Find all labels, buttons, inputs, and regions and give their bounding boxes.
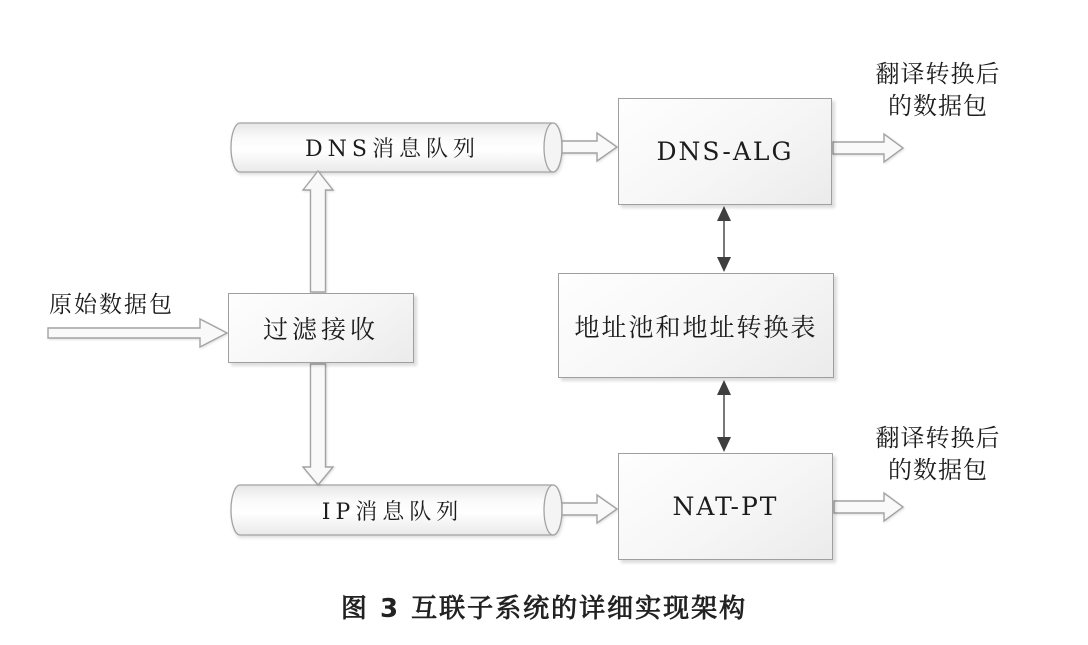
arrow-dns-alg-address-table (717, 206, 731, 272)
arrow-ip-queue-to-nat-pt (562, 495, 617, 523)
ip-queue-label: IP消息队列 (321, 499, 464, 525)
node-dns-alg-label: DNS-ALG (656, 137, 794, 166)
output-packet-label-bottom (853, 422, 1023, 486)
arrow-filter-to-ip-queue (303, 364, 333, 485)
node-nat-pt (618, 453, 833, 560)
node-filter-receive (228, 293, 414, 363)
node-address-table (558, 273, 834, 378)
node-dns-alg (618, 98, 832, 205)
arrow-input-packet (48, 319, 227, 347)
figure-caption: 图 3 互联子系统的详细实现架构 (340, 594, 748, 624)
arrow-nat-pt-output (834, 493, 903, 521)
ip-queue-cylinder-cap (544, 485, 562, 535)
dns-queue-label: DNS消息队列 (305, 137, 480, 162)
node-address-table-label: 地址池和地址转换表 (574, 312, 818, 342)
dns-queue-cylinder-cap (544, 123, 562, 172)
node-nat-pt-label: NAT-PT (672, 492, 779, 521)
output-packet-label-bottom-line2: 的数据包 (888, 456, 988, 484)
arrow-filter-to-dns-queue (303, 171, 333, 292)
output-packet-label-top (853, 58, 1023, 122)
output-packet-label-top-line1: 翻译转换后 (875, 60, 1001, 88)
arrow-nat-pt-address-table (717, 380, 731, 452)
input-packet-label: 原始数据包 (49, 292, 174, 318)
arrow-dns-queue-to-dns-alg (562, 133, 617, 161)
output-packet-label-top-line2: 的数据包 (888, 92, 988, 120)
arrow-dns-alg-output (833, 134, 903, 162)
node-filter-receive-label: 过滤接收 (262, 315, 379, 344)
output-packet-label-bottom-line1: 翻译转换后 (875, 424, 1001, 452)
